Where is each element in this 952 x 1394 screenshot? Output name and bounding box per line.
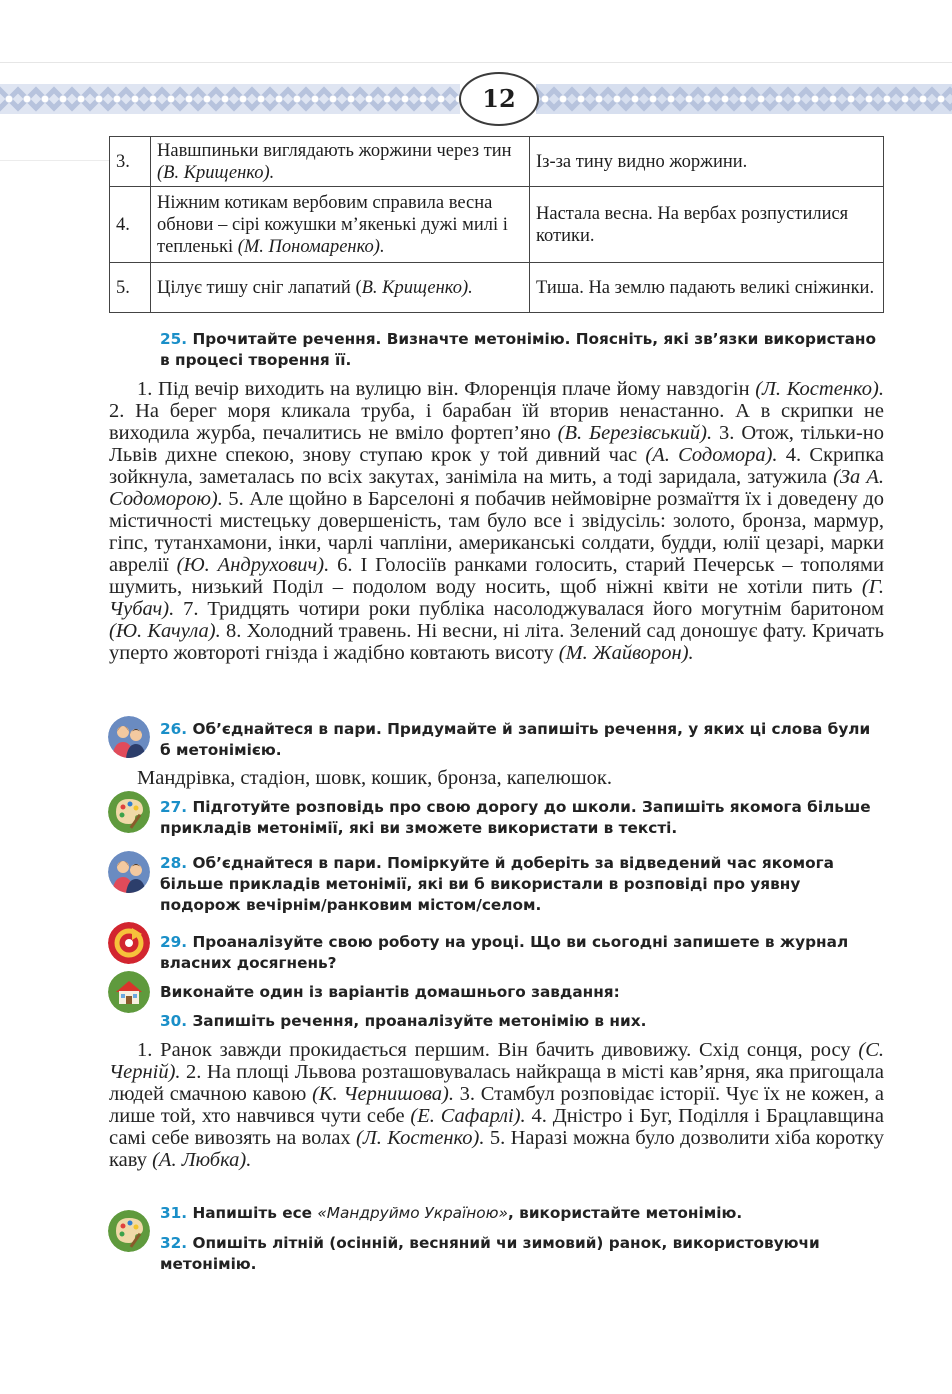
task-number: 31. xyxy=(160,1204,188,1222)
task-text: Напишіть есе xyxy=(192,1204,318,1222)
task-text: Проаналізуйте свою роботу на уроці. Що ви сьогодні запишете в журнал власних досягнень? xyxy=(160,933,849,972)
task-number: 28. xyxy=(160,854,188,872)
answer-cell: Настала весна. На вербах розпустилися котики. xyxy=(530,187,884,263)
margin-line xyxy=(0,160,110,161)
page-number: 12 xyxy=(459,72,539,126)
source-citation: (А. Любка). xyxy=(152,1149,252,1171)
task-30-sentences xyxy=(109,1039,884,1171)
sentence-text: 8. Холодний травень. Ні весни, ні літа. Зелений сад доношує фату. Кричать уперто жовтороті гнізда і жадібно ковтають висоту xyxy=(109,620,884,664)
task-text: Об’єднайтеся в пари. Придумайте й запишіть речення, у яких ці слова були б метонімією. xyxy=(160,720,871,759)
examples-table xyxy=(109,136,884,313)
answer-cell: Із-за тину видно жоржини. xyxy=(530,137,884,187)
source-citation: (В. Березівський). xyxy=(557,422,713,444)
essay-title: «Мандруймо Україною» xyxy=(317,1204,508,1222)
sentence-text: 1. Під вечір виходить на вулицю він. Флоренція плаче йому навздогін xyxy=(137,378,756,400)
task-29 xyxy=(160,932,886,974)
task-number: 32. xyxy=(160,1234,188,1252)
sentence-text: 2. На берег моря кликала труба, і барабан їй вторив ненастанно. А в скрипки не виходила журба, печалитись не вміло фортеп’яно xyxy=(109,400,884,444)
sentence-text: 3. Отож, тільки-но Львів дихне спекою, знову ступаю крок у той дивний час xyxy=(109,422,884,466)
source-citation: (За А. Содоморою). xyxy=(109,466,884,510)
task-31: 31. Напишіть есе «Мандруймо Україною», використайте метонімію. xyxy=(160,1204,743,1222)
task-27 xyxy=(160,797,886,839)
example-cell: Ніжним котикам вербовим справила весна обнови – сірі кожушки м’якенькі дужі милі і тепленькі (М. Пономаренко). xyxy=(151,187,530,263)
task-26 xyxy=(160,719,886,761)
sentence-text: 5. Наразі можна було дозволити хіба коротку каву xyxy=(109,1127,885,1171)
source-citation: (Ю. Качула). xyxy=(109,620,221,642)
ornament-right xyxy=(536,84,952,114)
homework-house-icon xyxy=(108,971,150,1013)
task-26-words: Мандрівка, стадіон, шовк, кошик, бронза, капелюшок. xyxy=(137,767,612,789)
task-number: 26. xyxy=(160,720,188,738)
task-text: Підготуйте розповідь про свою дорогу до школи. Запишіть якомога більше прикладів метонімії, які ви зможете використати в тексті. xyxy=(160,798,871,837)
source-citation: (М. Жайворон). xyxy=(558,642,694,664)
sentence-text: 3. Стамбул розповідає історії. Чує їх не кожен, а лише той, хто навчився чути себе xyxy=(109,1083,884,1127)
task-30 xyxy=(160,1011,886,1032)
palette-icon xyxy=(108,791,150,833)
example-cell: Цілує тишу сніг лапатий (В. Крищенко). xyxy=(151,263,530,313)
source-citation: (А. Содомора). xyxy=(645,444,778,466)
source-citation: (Г. Чубач). xyxy=(109,576,884,620)
source-citation: (Л. Костенко). xyxy=(356,1127,485,1149)
ornament-left xyxy=(0,84,460,114)
task-text: Прочитайте речення. Визначте метонімію. Поясніть, які зв’язки використано в процесі творення її. xyxy=(160,330,877,369)
task-25 xyxy=(160,329,886,371)
task-number: 30. xyxy=(160,1012,188,1030)
source-citation: (К. Чернишова). xyxy=(312,1083,454,1105)
task-25-sentences xyxy=(109,378,884,664)
task-28 xyxy=(160,853,886,916)
sentence-text: 4. Дністро і Буг, Поділля і Брацлавщина самі себе вивозять на волах xyxy=(109,1105,884,1149)
sentence-text: 4. Скрипка зойкнула, заметалась по всіх закутах, заніміла на мить, а тоді заридала, затужила xyxy=(109,444,884,488)
example-cell: Навшпиньки виглядають жоржини через тин (В. Крищенко). xyxy=(151,137,530,187)
palette-icon xyxy=(108,1210,150,1252)
source-citation: (С. Черній). xyxy=(109,1039,884,1083)
source-citation: (Ю. Андрухович). xyxy=(176,554,330,576)
sentence-text: 2. На площі Львова розташовувалась найкраща в місті кав’ярня, яка пригощала людей смачною кавою xyxy=(109,1061,884,1105)
sentence-text: 5. Але щойно в Барселоні я побачив неймовірне розмаїття їх і доведену до містичності мистецьку довершеність, там було все і звідусіль: золото, бронза, мармур, гіпс, тутанхамони, інки, чарлі чапліни, американські солдати, будди, юлії цезарі, марки аврелії xyxy=(109,488,884,576)
header-line xyxy=(0,62,952,63)
homework-heading xyxy=(160,982,886,1003)
task-text: Опишіть літній (осінній, весняний чи зимовий) ранок, використовуючи метонімію. xyxy=(160,1234,820,1273)
source-citation: (Е. Сафарлі). xyxy=(410,1105,526,1127)
table-row xyxy=(110,137,884,187)
sentence-text: 7. Тридцять чотири роки публіка насолоджувалася його могутнім баритоном xyxy=(174,598,884,620)
row-number: 3. xyxy=(110,137,151,187)
sentence-text: 6. І Голосіїв ранками голосить, старий Печерськ – тополями шумить, низький Поділ – подолом воду носить, щоб ніжні квіти не хотіли пить xyxy=(109,554,884,598)
answer-cell: Тиша. На землю падають великі сніжинки. xyxy=(530,263,884,313)
source-citation: (Л. Костенко). xyxy=(755,378,884,400)
pair-work-icon xyxy=(108,716,150,758)
row-number: 5. xyxy=(110,263,151,313)
task-text: Об’єднайтеся в пари. Поміркуйте й доберіть за відведений час якомога більше прикладів метонімії, які ви б використали в розповіді про уявну подорож вечірнім/ранковим містом/селом. xyxy=(160,854,834,914)
task-number: 25. xyxy=(160,330,188,348)
task-number: 27. xyxy=(160,798,188,816)
task-number: 29. xyxy=(160,933,188,951)
task-text: Запишіть речення, проаналізуйте метонімію в них. xyxy=(192,1012,647,1030)
task-32 xyxy=(160,1233,886,1275)
pair-work-icon xyxy=(108,851,150,893)
row-number: 4. xyxy=(110,187,151,263)
sentence-text: 1. Ранок завжди прокидається першим. Він бачить дивовижу. Схід сонця, росу xyxy=(137,1039,859,1061)
table-row xyxy=(110,263,884,313)
table-row xyxy=(110,187,884,263)
task-text: Виконайте один із варіантів домашнього завдання: xyxy=(160,983,620,1001)
reflection-icon xyxy=(108,922,150,964)
